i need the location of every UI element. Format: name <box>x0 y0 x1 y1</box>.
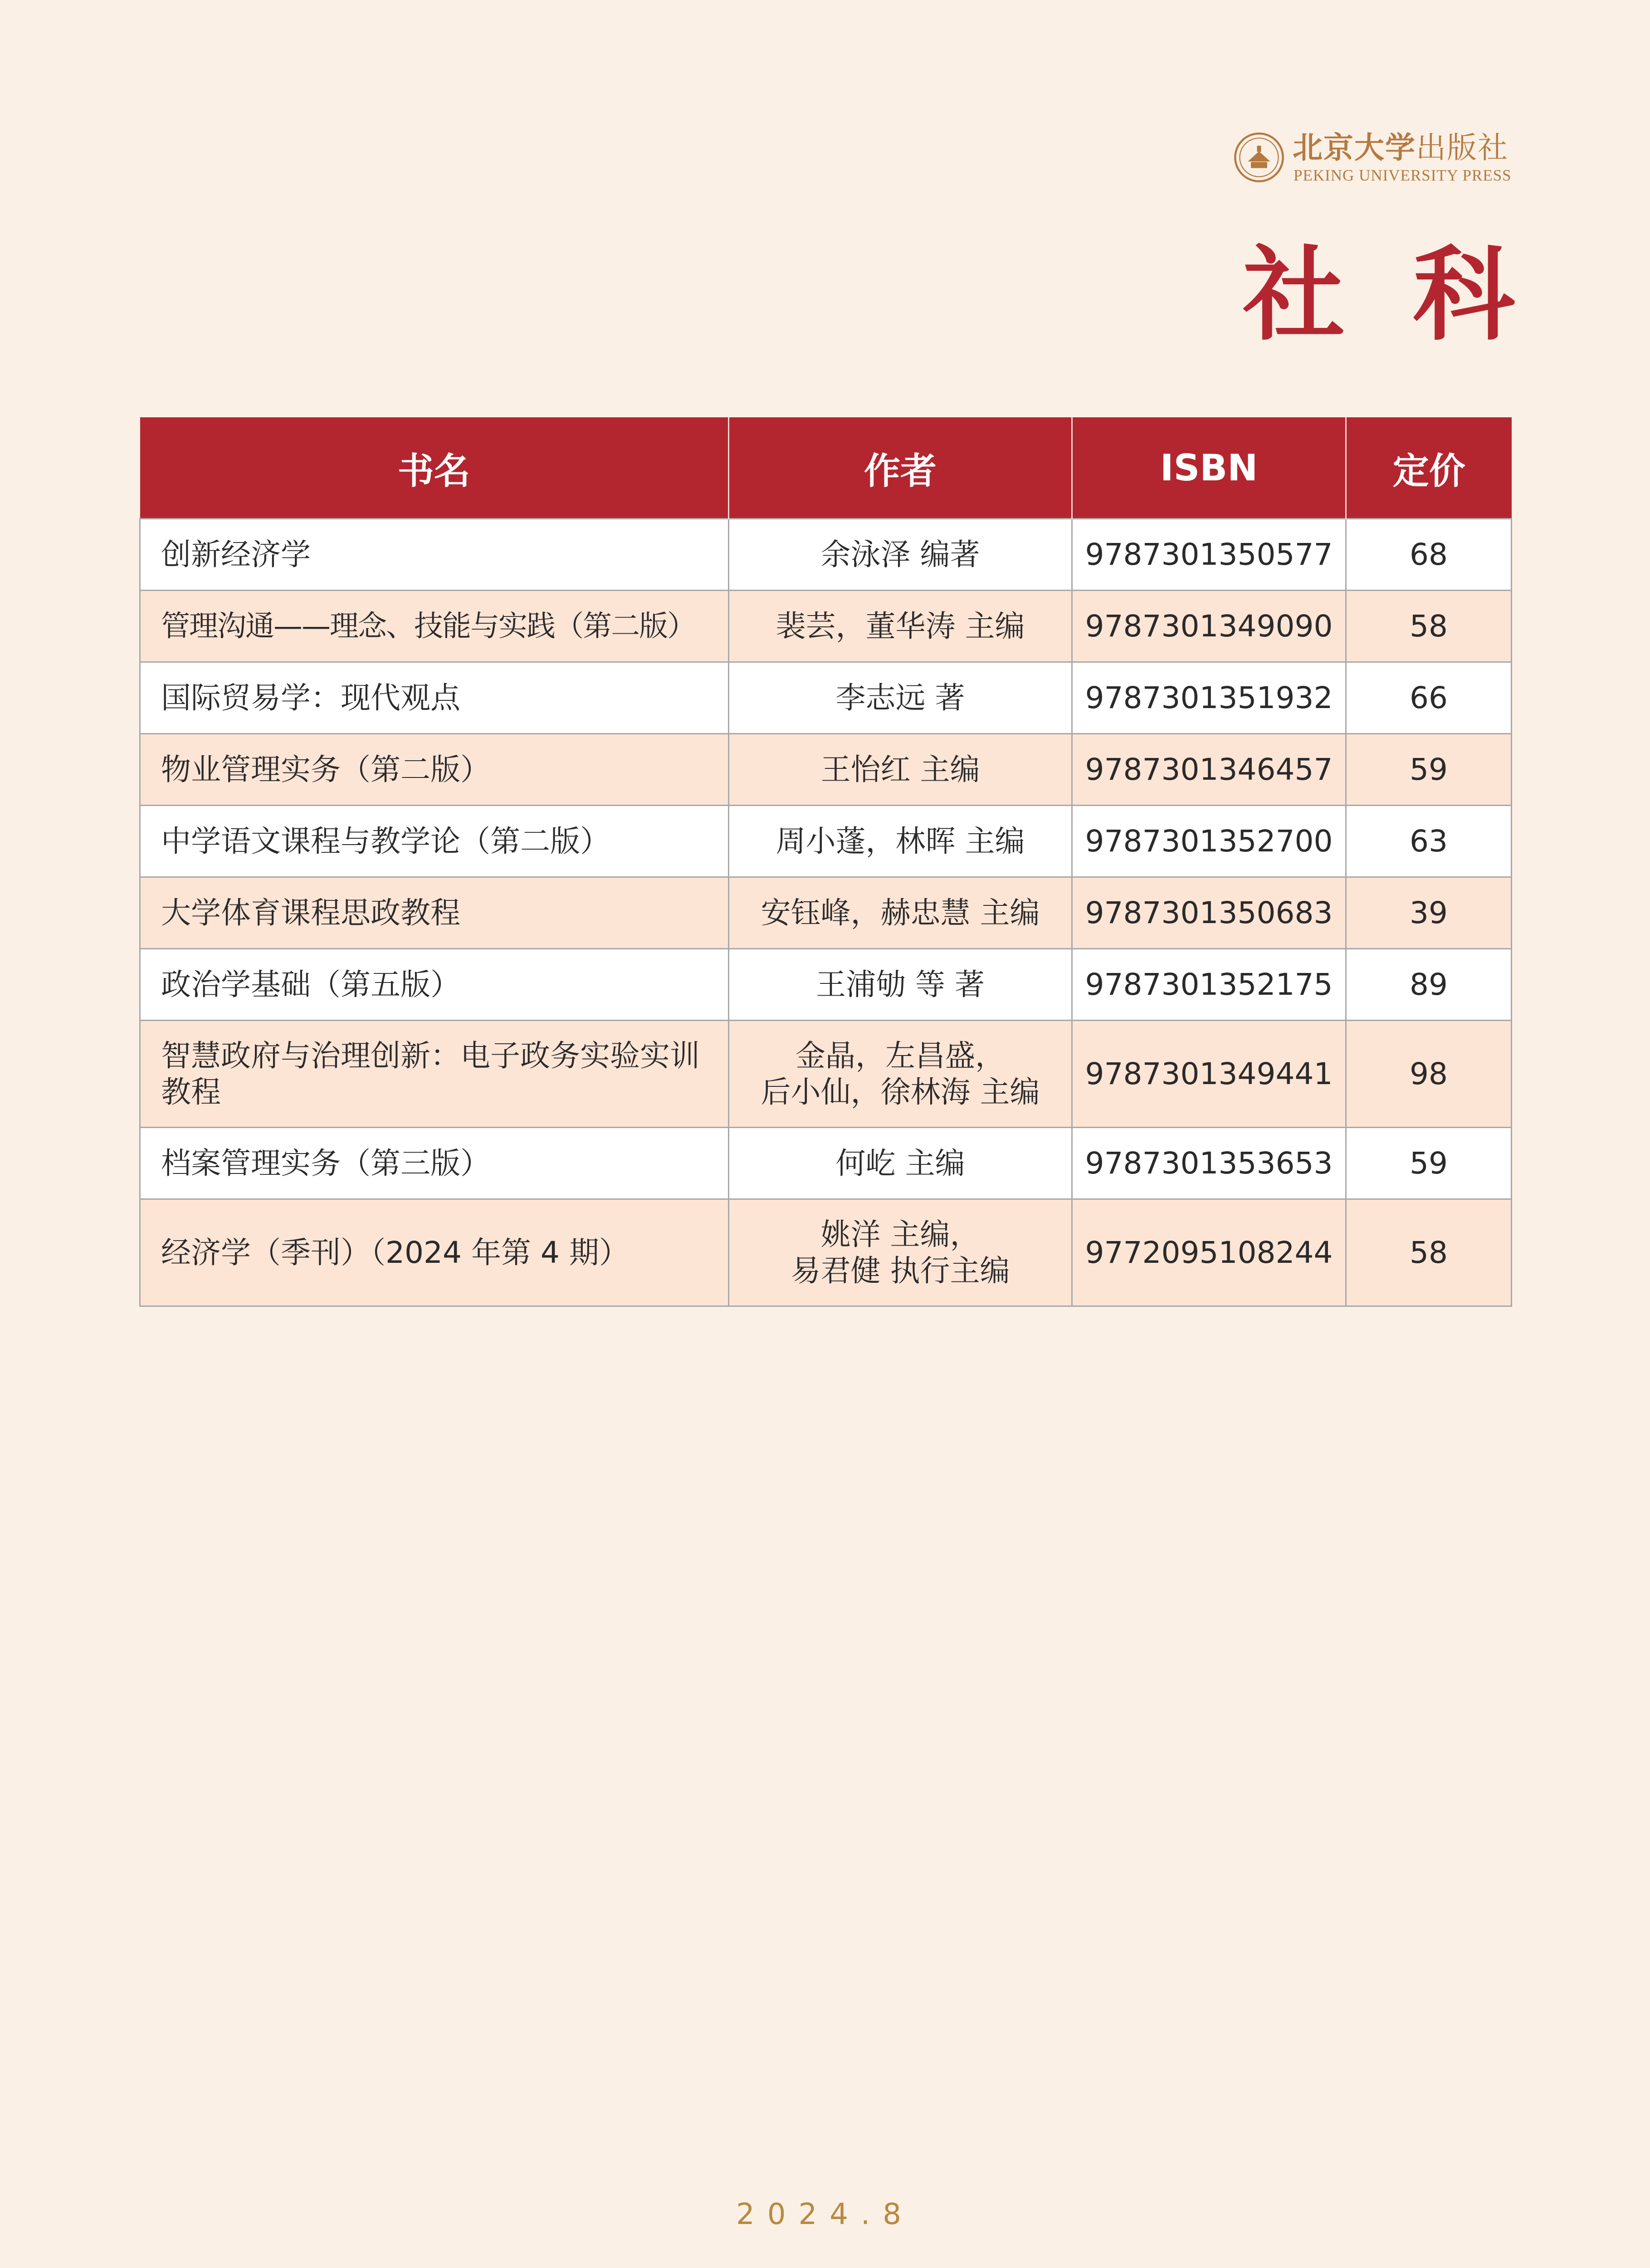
book-title: 档案管理实务（第三版） <box>140 1128 729 1199</box>
header-price: 定价 <box>1346 417 1512 519</box>
book-author-line: 何屹 主编 <box>835 1145 965 1181</box>
book-author-line: 姚洋 主编， <box>820 1217 980 1252</box>
publisher-name-bold: 北京大学 <box>1293 130 1416 165</box>
book-author <box>729 806 1072 877</box>
header-isbn: ISBN <box>1072 417 1346 519</box>
book-price: 58 <box>1346 591 1512 662</box>
book-isbn: 9787301351932 <box>1072 662 1346 734</box>
table-row <box>140 877 1512 949</box>
book-author <box>729 734 1072 806</box>
book-isbn: 9787301352700 <box>1072 806 1346 877</box>
book-title: 中学语文课程与教学论（第二版） <box>140 806 729 877</box>
book-title: 国际贸易学：现代观点 <box>140 662 729 734</box>
book-author <box>729 1128 1072 1199</box>
table-row <box>140 1021 1512 1128</box>
table-row <box>140 1199 1512 1306</box>
table-row <box>140 949 1512 1021</box>
book-isbn: 9787301352175 <box>1072 949 1346 1021</box>
book-author-line: 李志远 著 <box>835 680 965 715</box>
book-list-table <box>139 417 1512 1307</box>
book-isbn: 9787301350683 <box>1072 877 1346 949</box>
table-header-row <box>140 417 1512 519</box>
book-author <box>729 662 1072 734</box>
book-isbn: 9787301353653 <box>1072 1128 1346 1199</box>
header-title: 书名 <box>140 417 729 519</box>
publisher-name-en: PEKING UNIVERSITY PRESS <box>1294 166 1512 184</box>
table-row <box>140 591 1512 662</box>
book-isbn: 9772095108244 <box>1072 1199 1346 1306</box>
book-author-line: 安钰峰，赫忠慧 主编 <box>761 895 1040 930</box>
book-isbn: 9787301349090 <box>1072 591 1346 662</box>
book-author-line: 金晶，左昌盛， <box>796 1038 1005 1073</box>
publisher-logo <box>1234 129 1515 188</box>
book-title: 大学体育课程思政教程 <box>140 877 729 949</box>
book-price: 68 <box>1346 519 1512 591</box>
table-row <box>140 734 1512 806</box>
book-isbn: 9787301346457 <box>1072 734 1346 806</box>
book-author <box>729 1199 1072 1306</box>
book-price: 63 <box>1346 806 1512 877</box>
publisher-name-regular: 出版社 <box>1416 130 1508 165</box>
book-author <box>729 1021 1072 1128</box>
book-author-line-2: 易君健 执行主编 <box>791 1253 1010 1288</box>
book-title: 物业管理实务（第二版） <box>140 734 729 806</box>
book-author <box>729 519 1072 591</box>
table-row <box>140 806 1512 877</box>
book-title: 经济学（季刊）（2024 年第 4 期） <box>140 1199 729 1306</box>
book-price: 89 <box>1346 949 1512 1021</box>
book-author-line: 余泳泽 编著 <box>820 537 980 572</box>
book-author-line-2: 后小仙，徐林海 主编 <box>761 1074 1040 1110</box>
book-isbn: 9787301349441 <box>1072 1021 1346 1128</box>
book-title: 智慧政府与治理创新：电子政务实验实训教程 <box>140 1021 729 1128</box>
university-emblem-icon <box>1234 132 1284 183</box>
book-author <box>729 949 1072 1021</box>
book-price: 39 <box>1346 877 1512 949</box>
book-price: 59 <box>1346 1128 1512 1199</box>
table-row <box>140 1128 1512 1199</box>
book-price: 59 <box>1346 734 1512 806</box>
book-author-line: 王怡红 主编 <box>820 752 980 787</box>
book-price: 66 <box>1346 662 1512 734</box>
footer-date: 2024.8 <box>736 2198 914 2231</box>
book-author-line: 裴芸，董华涛 主编 <box>776 608 1025 644</box>
book-isbn: 9787301350577 <box>1072 519 1346 591</box>
publisher-name <box>1293 129 1508 166</box>
book-price: 58 <box>1346 1199 1512 1306</box>
book-price: 98 <box>1346 1021 1512 1128</box>
book-title: 创新经济学 <box>140 519 729 591</box>
book-author-line: 周小蓬，林晖 主编 <box>776 823 1025 859</box>
table-row <box>140 662 1512 734</box>
book-author <box>729 591 1072 662</box>
book-title: 政治学基础（第五版） <box>140 949 729 1021</box>
header-author: 作者 <box>729 417 1072 519</box>
book-author <box>729 877 1072 949</box>
category-title: 社科 <box>1243 235 1583 355</box>
book-title: 管理沟通——理念、技能与实践（第二版） <box>140 591 729 662</box>
table-row <box>140 519 1512 591</box>
book-author-line: 王浦劬 等 著 <box>816 967 985 1002</box>
